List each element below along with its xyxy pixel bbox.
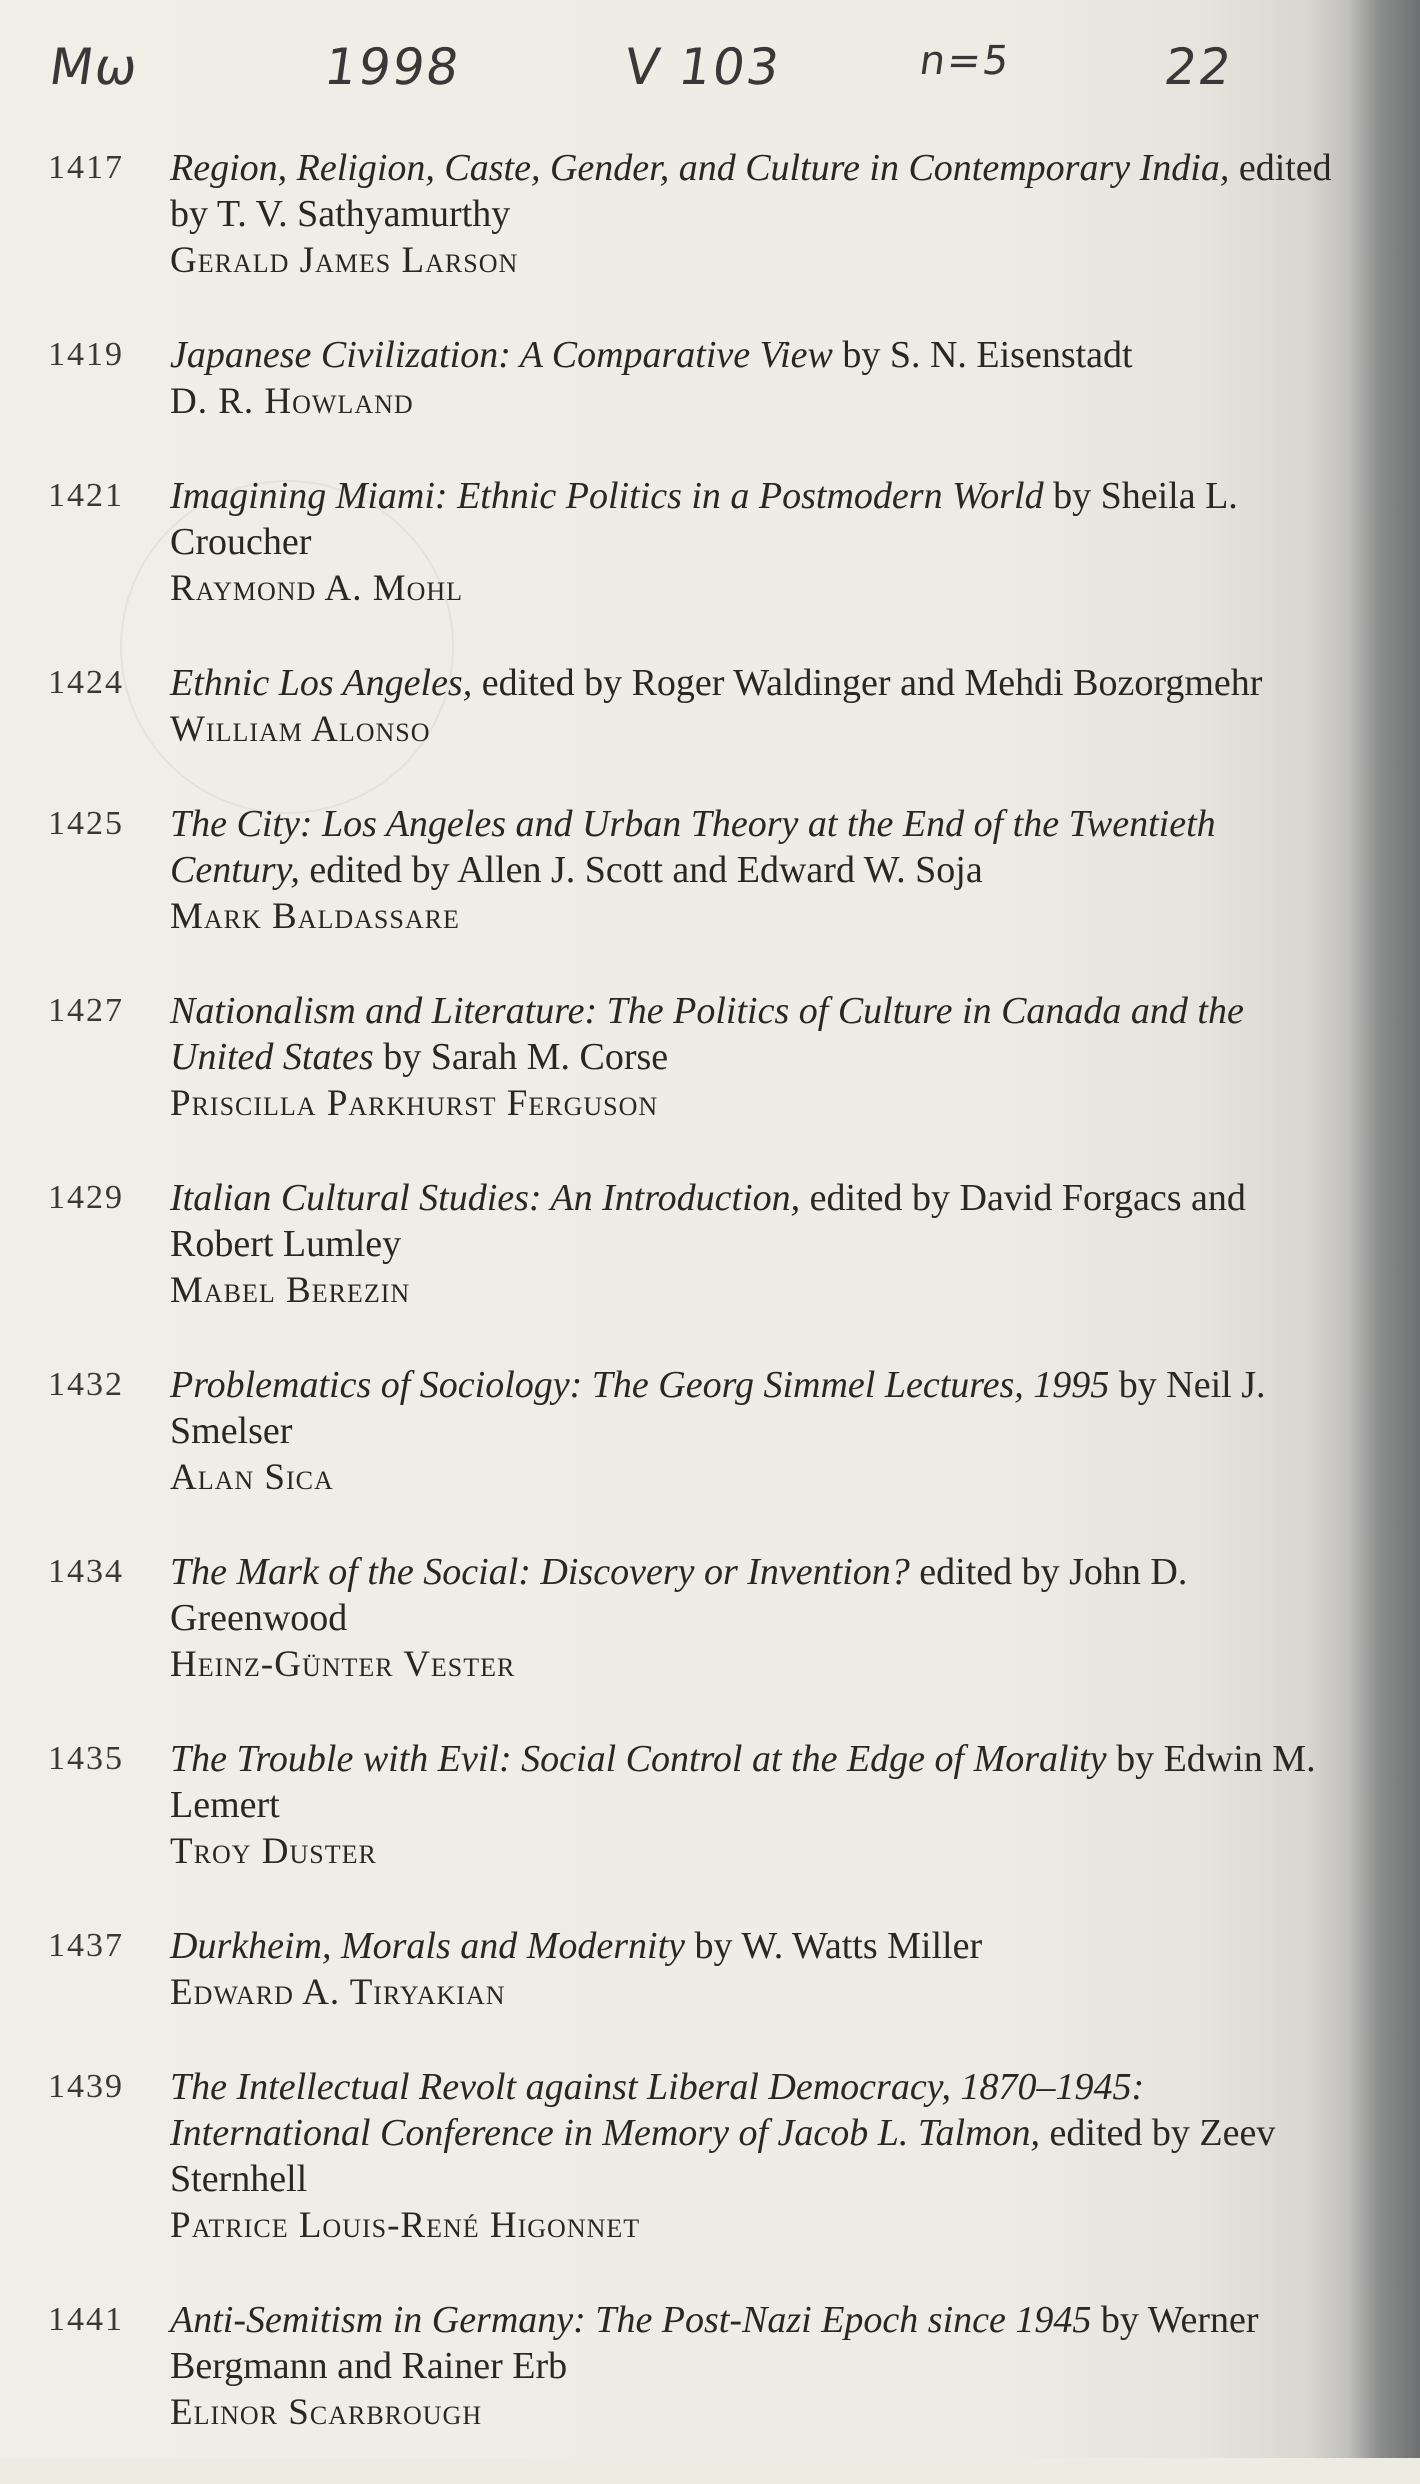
book-title: The City: Los Angeles and Urban Theory at the End of the Twentieth Century,	[170, 803, 1216, 891]
review-entry	[48, 660, 1338, 753]
book-authors: edited by Allen J. Scott and Edward W. Soja	[299, 849, 983, 891]
page-number: 1424	[48, 664, 124, 701]
review-entry	[48, 332, 1338, 425]
book-title: Region, Religion, Caste, Gender, and Culture in Contemporary India,	[170, 147, 1230, 189]
entry-body	[170, 1923, 1338, 2016]
reviewer-name: Heinz-Günter Vester	[170, 1644, 516, 1685]
entry-body	[170, 332, 1338, 425]
review-entry	[48, 1175, 1338, 1314]
reviewer-name: Raymond A. Mohl	[170, 568, 464, 609]
entry-body	[170, 801, 1338, 940]
page-number: 1419	[48, 336, 124, 373]
reviewer-name: Elinor Scarbrough	[170, 2392, 483, 2433]
reviewer-name: Alan Sica	[170, 1457, 334, 1498]
entry-body	[170, 660, 1338, 753]
reviewer-name: Troy Duster	[170, 1831, 377, 1872]
handwriting-year: 1998	[320, 38, 465, 96]
entry-body	[170, 1175, 1338, 1314]
reviewer-name: Patrice Louis-René Higonnet	[170, 2205, 641, 2246]
handwritten-annotation	[40, 28, 1300, 118]
page-number: 1421	[48, 477, 124, 514]
review-entry	[48, 801, 1338, 940]
book-title: Durkheim, Morals and Modernity	[170, 1925, 686, 1967]
page-number: 1427	[48, 992, 124, 1029]
book-authors: by Sheila L. Croucher	[170, 475, 1238, 563]
entry-body	[170, 473, 1338, 612]
reviewer-name: Edward A. Tiryakian	[170, 1972, 506, 2013]
handwriting-volume: V 103	[620, 38, 785, 96]
book-title: Japanese Civilization: A Comparative View	[170, 334, 833, 376]
book-authors: edited by Roger Waldinger and Mehdi Bozorgmehr	[472, 662, 1263, 704]
reviewer-name: William Alonso	[170, 709, 431, 750]
page-number: 1425	[48, 805, 124, 842]
review-entry	[48, 1549, 1338, 1688]
page-number: 1434	[48, 1553, 124, 1590]
book-title: Ethnic Los Angeles,	[170, 662, 473, 704]
book-title: The Mark of the Social: Discovery or Invention?	[170, 1551, 910, 1593]
book-authors: edited by David Forgacs and Robert Lumley	[170, 1177, 1246, 1265]
book-authors: edited by Zeev Sternhell	[170, 2112, 1276, 2200]
entry-body	[170, 1362, 1338, 1501]
entry-body	[170, 145, 1338, 284]
page-number: 1441	[48, 2301, 124, 2338]
page-number: 1435	[48, 1740, 124, 1777]
book-title: Problematics of Sociology: The Georg Simmel Lectures, 1995	[170, 1364, 1110, 1406]
page-number: 1417	[48, 149, 124, 186]
entry-body	[170, 2064, 1338, 2249]
book-title: Italian Cultural Studies: An Introduction,	[170, 1177, 801, 1219]
reviewer-name: Mark Baldassare	[170, 896, 460, 937]
review-entry	[48, 2297, 1338, 2436]
review-entry	[48, 1923, 1338, 2016]
entry-body	[170, 2297, 1338, 2436]
book-authors: edited by John D. Greenwood	[170, 1551, 1188, 1639]
book-title: Anti-Semitism in Germany: The Post-Nazi Epoch since 1945	[170, 2299, 1092, 2341]
page-number: 1432	[48, 1366, 124, 1403]
book-authors: by S. N. Eisenstadt	[832, 334, 1133, 376]
book-authors: by Edwin M. Lemert	[170, 1738, 1316, 1826]
review-entry	[48, 1362, 1338, 1501]
book-title: Nationalism and Literature: The Politics of Culture in Canada and the United States	[170, 990, 1244, 1078]
page-number: 1437	[48, 1927, 124, 1964]
entry-body	[170, 1549, 1338, 1688]
book-authors: by W. Watts Miller	[685, 1925, 983, 1967]
entry-body	[170, 1736, 1338, 1875]
book-authors: by Werner Bergmann and Rainer Erb	[170, 2299, 1259, 2387]
book-title: Imagining Miami: Ethnic Politics in a Postmodern World	[170, 475, 1044, 517]
reviewer-name: D. R. Howland	[170, 381, 414, 422]
review-list	[48, 145, 1338, 2484]
reviewer-name: Priscilla Parkhurst Ferguson	[170, 1083, 659, 1124]
book-authors: by Sarah M. Corse	[373, 1036, 669, 1078]
page-number: 1439	[48, 2068, 124, 2105]
entry-body	[170, 988, 1338, 1127]
book-authors: edited by T. V. Sathyamurthy	[170, 147, 1332, 235]
reviewer-name: Mabel Berezin	[170, 1270, 411, 1311]
review-entry	[48, 988, 1338, 1127]
handwriting-journal: Μω	[45, 38, 144, 96]
review-entry	[48, 2064, 1338, 2249]
review-entry	[48, 473, 1338, 612]
review-entry	[48, 145, 1338, 284]
book-authors: by Neil J. Smelser	[170, 1364, 1266, 1452]
book-title: The Trouble with Evil: Social Control at the Edge of Morality	[170, 1738, 1107, 1780]
handwriting-issue: n=5	[916, 38, 1014, 84]
handwriting-number: 22	[1160, 38, 1237, 96]
book-title: The Intellectual Revolt against Liberal Democracy, 1870–1945: International Conference in Memory of Jacob L. Talmon,	[170, 2066, 1145, 2154]
review-entry	[48, 1736, 1338, 1875]
page-number: 1429	[48, 1179, 124, 1216]
reviewer-name: Gerald James Larson	[170, 240, 519, 281]
